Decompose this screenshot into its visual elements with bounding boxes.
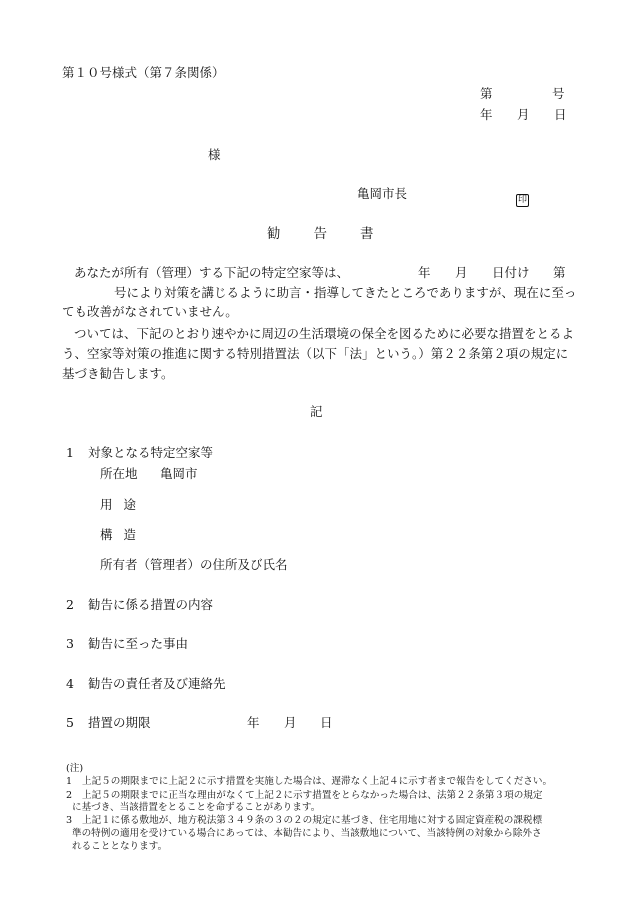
note-2-line-2: に基づき、当該措置をとることを命ずることがあります。 xyxy=(72,802,321,813)
item-3-label: 勧告に至った事由 xyxy=(88,636,189,651)
notes-heading: (注) xyxy=(66,763,84,774)
body-line-2: 号により対策を講じるように助言・指導してきたところでありますが、現在に至っ xyxy=(114,285,577,300)
body-month: 月 xyxy=(455,265,468,280)
body-day: 日付け xyxy=(492,265,530,280)
date-day: 日 xyxy=(554,107,567,122)
note-2-line-1: 上記５の期限までに正当な理由がなくて上記２に示す措置をとらなかった場合は、法第２２条第３項の規定 xyxy=(82,790,543,801)
deadline-month: 月 xyxy=(284,715,297,730)
form-number: 第１０号様式（第７条関係） xyxy=(62,65,225,80)
item-3-number: 3 xyxy=(66,636,74,651)
ki-heading: 記 xyxy=(310,404,323,419)
title-char-2: 告 xyxy=(313,226,327,242)
body-dai: 第 xyxy=(553,265,566,280)
note-3-line-3: れることとなります。 xyxy=(72,841,168,852)
note-3-line-1: 上記１に係る敷地が、地方税法第３４９条の３の２の規定に基づき、住宅用地に対する固定資産税の課税標 xyxy=(82,815,543,826)
date-year: 年 xyxy=(480,107,493,122)
item-2-label: 勧告に係る措置の内容 xyxy=(88,597,214,612)
body-line-6: 基づき勧告します。 xyxy=(62,366,174,381)
item-4-number: 4 xyxy=(66,676,74,691)
title-char-3: 書 xyxy=(360,226,374,242)
title-char-1: 勧 xyxy=(267,226,281,242)
date-month: 月 xyxy=(517,107,530,122)
deadline-year: 年 xyxy=(247,715,260,730)
item-5-number: 5 xyxy=(66,715,74,730)
note-1-text: 上記５の期限までに上記２に示す措置を実施した場合は、遅滞なく上記４に示す者まで報告をしてください。 xyxy=(82,776,553,787)
owner-label: 所有者（管理者）の住所及び氏名 xyxy=(100,557,288,572)
note-2-number: 2 xyxy=(66,790,73,801)
body-line-1: あなたが所有（管理）する下記の特定空家等は、 xyxy=(74,265,350,280)
doc-number-prefix: 第 xyxy=(480,86,493,101)
item-5-label: 措置の期限 xyxy=(88,715,151,730)
issuer-title: 亀岡市長 xyxy=(357,186,408,201)
seal-icon: 印 xyxy=(517,195,527,205)
structure-label: 構 造 xyxy=(100,527,137,542)
location-value: 亀岡市 xyxy=(160,466,198,481)
body-year: 年 xyxy=(418,265,431,280)
item-1-label: 対象となる特定空家等 xyxy=(88,445,214,460)
use-label: 用 途 xyxy=(100,497,137,512)
note-3-number: 3 xyxy=(66,815,73,826)
seal-mark xyxy=(516,187,529,207)
note-1-number: 1 xyxy=(66,776,73,787)
body-line-3: ても改善がなされていません。 xyxy=(62,304,238,319)
item-2-number: 2 xyxy=(66,597,74,612)
note-3-line-2: 準の特例の適用を受けている場合にあっては、本勧告により、当該敷地について、当該特例の対象から除外さ xyxy=(72,828,542,839)
item-1-number: 1 xyxy=(66,445,74,460)
body-line-5: う、空家等対策の推進に関する特別措置法（以下「法」という。）第２２条第２項の規定に xyxy=(62,346,569,361)
item-4-label: 勧告の責任者及び連絡先 xyxy=(88,676,226,691)
deadline-day: 日 xyxy=(320,715,333,730)
doc-number-suffix: 号 xyxy=(552,86,565,101)
document-title xyxy=(267,225,374,243)
addressee-suffix: 様 xyxy=(208,147,221,162)
body-line-4: ついては、下記のとおり速やかに周辺の生活環境の保全を図るために必要な措置をとるよ xyxy=(74,326,575,341)
location-label: 所在地 xyxy=(100,466,138,481)
